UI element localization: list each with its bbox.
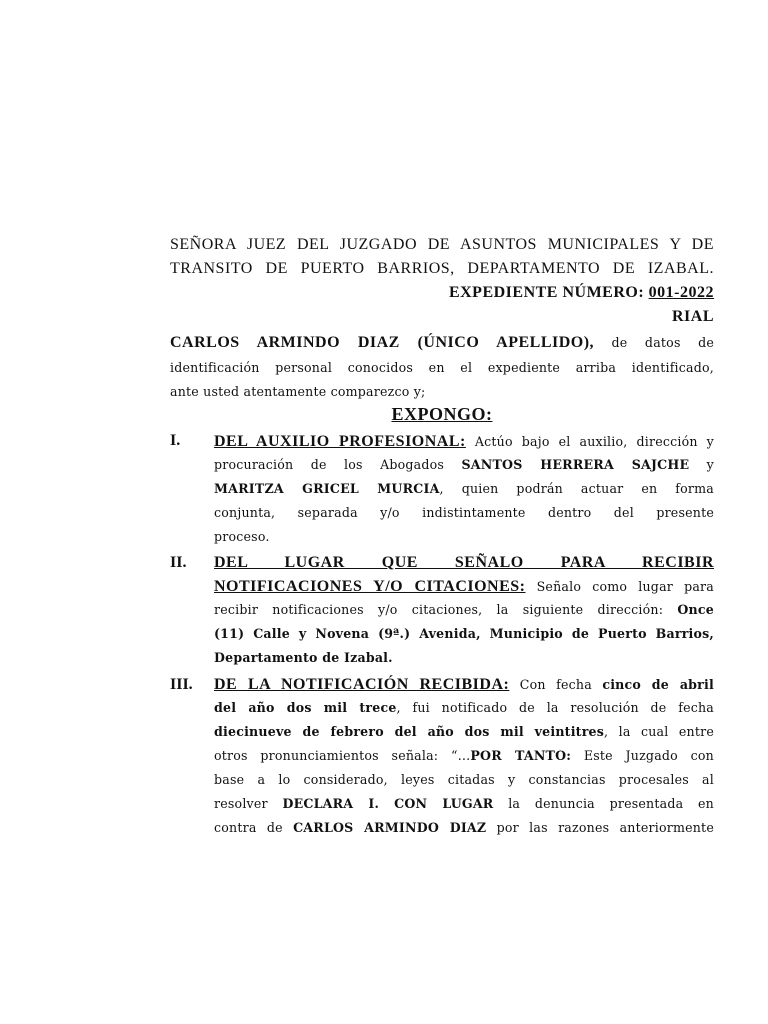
lawyer-name-2: MARITZA GRICEL MURCIA — [214, 481, 440, 496]
section-ii-line-2 — [214, 578, 714, 596]
section-iii-line-2-a: del año dos mil trece — [214, 700, 397, 715]
numeral-i: I. — [170, 432, 181, 449]
addressee-line-2: TRANSITO DE PUERTO BARRIOS, DEPARTAMENTO DE IZABAL. — [170, 260, 714, 277]
section-iii-line-1-b: cinco de abril — [602, 677, 714, 692]
section-ii-heading-1: DEL LUGAR QUE SEÑALO PARA RECIBIR — [214, 554, 714, 571]
section-iii-line-6-a: resolver — [214, 796, 268, 811]
section-iii-line-4 — [214, 748, 714, 763]
section-iii-heading: DE LA NOTIFICACIÓN RECIBIDA: — [214, 676, 510, 693]
section-iii-line-7-c: por las razones anteriormente — [496, 820, 714, 835]
expediente-line — [170, 284, 714, 302]
section-iii-line-7 — [214, 820, 714, 835]
section-ii-line-3-b: Once — [677, 602, 714, 617]
intro-line-2: identificación personal conocidos en el expediente arriba identificado, — [170, 360, 714, 375]
section-ii-line-3 — [214, 602, 714, 617]
section-ii-line-5: Departamento de Izabal. — [214, 650, 393, 665]
section-iii-line-4-b: POR TANTO: — [470, 748, 572, 763]
section-ii-heading-2: NOTIFICACIONES Y/O CITACIONES: — [214, 578, 526, 595]
section-iii-line-2-b: , fui notificado de la resolución de fecha — [396, 700, 714, 715]
section-i-line-4: conjunta, separada y/o indistintamente dentro del presente — [214, 505, 714, 520]
section-iii-line-1 — [214, 676, 714, 694]
section-iii-line-6-b: DECLARA I. CON LUGAR — [282, 796, 494, 811]
section-iii-line-1-a: Con fecha — [519, 677, 592, 692]
section-iii-line-7-b: CARLOS ARMINDO DIAZ — [293, 820, 487, 835]
section-i-line-1 — [214, 433, 714, 451]
section-iii-line-3-b: , la cual entre — [604, 724, 714, 739]
section-ii-line-2-rest: Señalo como lugar para — [536, 579, 714, 594]
rial-label: RIAL — [671, 308, 714, 325]
intro-line-3: ante usted atentamente comparezco y; — [170, 384, 426, 399]
section-iii-line-4-a: otros pronunciamientos señala: “… — [214, 748, 471, 763]
intro-line-1-rest: de datos de — [611, 335, 714, 350]
numeral-ii: II. — [170, 554, 187, 571]
expediente-label: EXPEDIENTE NÚMERO: — [448, 284, 645, 301]
intro-line-1 — [170, 334, 714, 352]
section-iii-line-5: base a lo considerado, leyes citadas y constancias procesales al — [214, 772, 714, 787]
section-ii-line-3-a: recibir notificaciones y/o citaciones, la siguiente dirección: — [214, 602, 664, 617]
addressee-line-1: SEÑORA JUEZ DEL JUZGADO DE ASUNTOS MUNICIPALES Y DE — [170, 236, 714, 253]
section-i-line-3 — [214, 481, 714, 496]
section-i-line-3-b: , quien podrán actuar en forma — [439, 481, 714, 496]
numeral-iii: III. — [170, 676, 193, 693]
section-i-heading: DEL AUXILIO PROFESIONAL: — [214, 433, 466, 450]
section-iii-line-3-a: diecinueve de febrero del año dos mil veintitres — [214, 724, 605, 739]
section-ii-line-4: (11) Calle y Novena (9ª.) Avenida, Municipio de Puerto Barrios, — [214, 626, 714, 641]
section-i-line-2 — [214, 457, 714, 472]
section-i-line-5: proceso. — [214, 529, 270, 544]
party-name: CARLOS ARMINDO DIAZ (ÚNICO APELLIDO), — [170, 334, 595, 351]
section-iii-line-7-a: contra de — [214, 820, 283, 835]
lawyer-name-1: SANTOS HERRERA SAJCHE — [461, 457, 690, 472]
section-iii-line-6 — [214, 796, 714, 811]
section-i-line-1-rest: Actúo bajo el auxilio, dirección y — [474, 434, 714, 449]
section-iii-line-4-c: Este Juzgado con — [583, 748, 714, 763]
section-i-line-2-a: procuración de los Abogados — [214, 457, 445, 472]
section-i-line-2-c: y — [706, 457, 714, 472]
expediente-number: 001-2022 — [648, 284, 714, 301]
section-title: EXPONGO: — [391, 404, 493, 424]
section-iii-line-2 — [214, 700, 714, 715]
section-iii-line-6-c: la denuncia presentada en — [508, 796, 714, 811]
section-iii-line-3 — [214, 724, 714, 739]
